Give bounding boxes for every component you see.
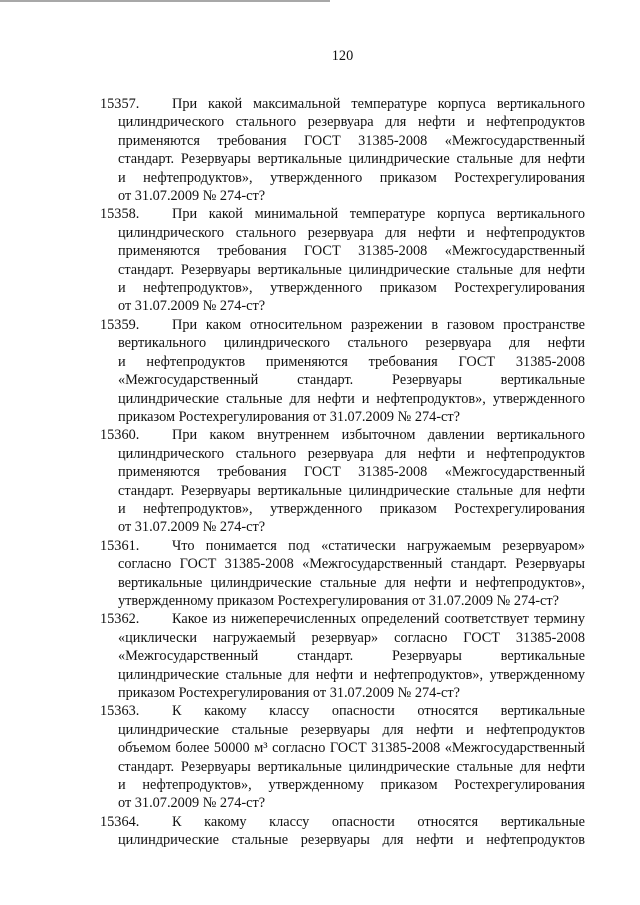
question-text-line: стандарт. Резервуары вертикальные цилиндрические стальные для нефти bbox=[118, 151, 585, 168]
question-entry bbox=[100, 426, 585, 536]
question-text-line: вертикального цилиндрического стального резервуара для нефти bbox=[118, 335, 585, 352]
question-first-line bbox=[100, 610, 585, 628]
question-text-line: цилиндрические стальные для нефти и нефтепродуктов», утвержденного bbox=[118, 390, 585, 407]
question-text-line: приказом Ростехрегулирования от 31.07.2009 № 274-ст? bbox=[118, 685, 460, 701]
question-text-line: стандарт. Резервуары вертикальные цилиндрические стальные для нефти bbox=[118, 261, 585, 278]
question-text-line: и нефтепродуктов», утвержденному приказом Ростехрегулирования bbox=[118, 777, 585, 794]
question-number: 15361. bbox=[100, 537, 140, 554]
question-text-line: вертикальные цилиндрические стальные для нефти и нефтепродуктов», bbox=[118, 574, 585, 591]
question-text-line: от 31.07.2009 № 274-ст? bbox=[118, 795, 266, 812]
question-entry bbox=[100, 205, 585, 315]
question-text: При каком внутреннем избыточном давлении вертикального bbox=[172, 427, 585, 444]
question-text: При какой максимальной температуре корпуса вертикального bbox=[172, 96, 585, 112]
question-text-line: и нефтепродуктов», утвержденного приказом Ростехрегулирования bbox=[118, 500, 585, 517]
question-entry bbox=[100, 95, 585, 205]
question-first-line bbox=[100, 316, 585, 334]
question-text-line: объемом более 50000 м³ согласно ГОСТ 31385-2008 «Межгосударственный bbox=[118, 740, 585, 757]
question-number: 15362. bbox=[100, 611, 140, 628]
question-text-line: от 31.07.2009 № 274-ст? bbox=[118, 188, 266, 205]
question-text-line: стандарт. Резервуары вертикальные цилиндрические стальные для нефти bbox=[118, 482, 585, 499]
question-entry bbox=[100, 537, 585, 611]
question-number: 15360. bbox=[100, 427, 140, 444]
question-text: К какому классу опасности относятся вертикальные bbox=[172, 813, 585, 830]
question-text-line: «Межгосударственный стандарт. Резервуары вертикальные bbox=[118, 372, 585, 389]
question-text-line: согласно ГОСТ 31385-2008 «Межгосударственный стандарт. Резервуары bbox=[118, 556, 585, 573]
question-number: 15357. bbox=[100, 96, 140, 112]
question-text-line: цилиндрического стального резервуара для нефти и нефтепродуктов bbox=[118, 224, 585, 241]
scan-edge-line bbox=[0, 0, 330, 2]
question-first-line bbox=[100, 702, 585, 720]
question-text-line: «циклически нагружаемый резервуар» согласно ГОСТ 31385-2008 bbox=[118, 629, 585, 646]
question-text-line: утвержденному приказом Ростехрегулирования от 31.07.2009 № 274-ст? bbox=[118, 592, 559, 609]
question-number: 15359. bbox=[100, 316, 140, 333]
question-text-line: «Межгосударственный стандарт. Резервуары вертикальные bbox=[118, 648, 585, 665]
question-text: Что понимается под «статически нагружаемым резервуаром» bbox=[172, 537, 585, 554]
question-text-line: от 31.07.2009 № 274-ст? bbox=[118, 519, 266, 536]
question-text-line: и нефтепродуктов применяются требования ГОСТ 31385-2008 bbox=[118, 353, 585, 370]
question-text-line: применяются требования ГОСТ 31385-2008 «Межгосударственный bbox=[118, 464, 585, 481]
question-entry bbox=[100, 702, 585, 812]
question-first-line bbox=[100, 205, 585, 223]
question-entry bbox=[100, 316, 585, 426]
question-text-line: применяются требования ГОСТ 31385-2008 «Межгосударственный bbox=[118, 243, 585, 260]
question-text-line: приказом Ростехрегулирования от 31.07.2009 № 274-ст? bbox=[118, 408, 460, 425]
question-text-line: цилиндрического стального резервуара для нефти и нефтепродуктов bbox=[118, 114, 585, 131]
question-list bbox=[100, 95, 585, 850]
question-text-line: цилиндрического стального резервуара для нефти и нефтепродуктов bbox=[118, 445, 585, 462]
question-text-line: стандарт. Резервуары вертикальные цилиндрические стальные для нефти bbox=[118, 758, 585, 775]
question-text-line: и нефтепродуктов», утвержденного приказом Ростехрегулирования bbox=[118, 280, 585, 297]
question-text-line: цилиндрические стальные для нефти и нефтепродуктов», утвержденному bbox=[118, 666, 585, 683]
question-entry bbox=[100, 813, 585, 850]
question-entry bbox=[100, 610, 585, 702]
question-text-line: цилиндрические стальные резервуары для нефти и нефтепродуктов bbox=[118, 721, 585, 738]
question-number: 15358. bbox=[100, 206, 140, 223]
question-first-line bbox=[100, 95, 585, 113]
question-first-line bbox=[100, 813, 585, 831]
question-text: При какой минимальной температуре корпуса вертикального bbox=[172, 206, 585, 223]
question-text-line: применяются требования ГОСТ 31385-2008 «Межгосударственный bbox=[118, 132, 585, 149]
question-text: При каком относительном разрежении в газовом пространстве bbox=[172, 316, 585, 333]
question-first-line bbox=[100, 426, 585, 444]
question-number: 15364. bbox=[100, 813, 140, 830]
page-number: 120 bbox=[331, 48, 354, 64]
question-first-line bbox=[100, 537, 585, 555]
question-text-line: цилиндрические стальные резервуары для нефти и нефтепродуктов bbox=[118, 832, 585, 849]
question-text-line: и нефтепродуктов», утвержденного приказом Ростехрегулирования bbox=[118, 169, 585, 186]
question-text-line: от 31.07.2009 № 274-ст? bbox=[118, 298, 266, 315]
question-number: 15363. bbox=[100, 703, 140, 720]
question-text: Какое из нижеперечисленных определений соответствует термину bbox=[172, 611, 585, 628]
question-text: К какому классу опасности относятся вертикальные bbox=[172, 703, 585, 720]
